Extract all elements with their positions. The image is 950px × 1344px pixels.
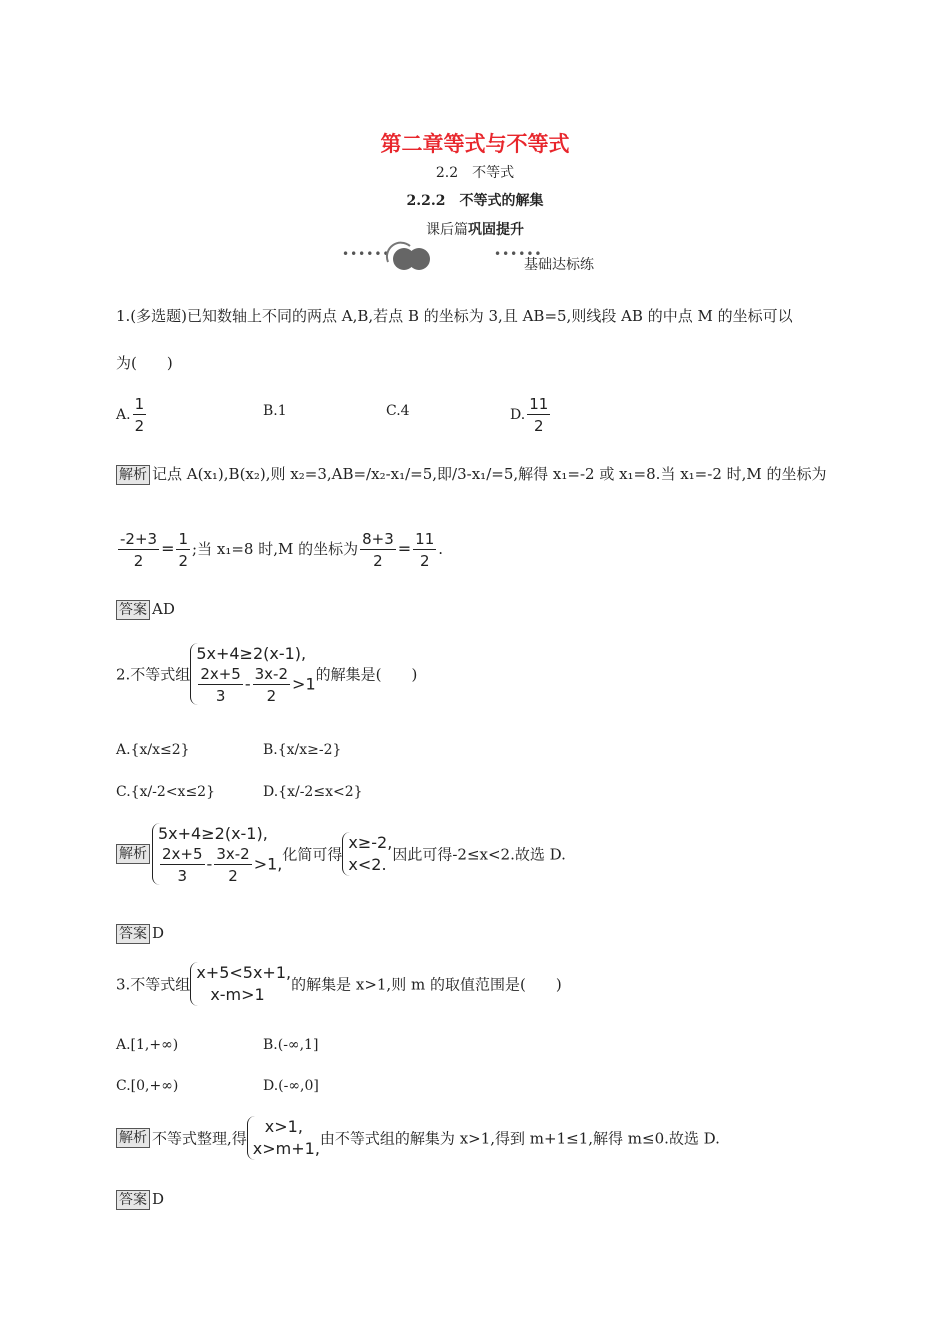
analysis-text: 化简可得: [282, 845, 343, 864]
q2-analysis-system: [152, 823, 282, 885]
fraction-numerator: 1: [178, 530, 189, 548]
system-line: 5x+4≥2(x-1),: [196, 644, 307, 663]
system-line: x<2.: [348, 855, 387, 874]
q1-analysis-line1: [116, 463, 827, 485]
option-label: D.: [510, 407, 526, 423]
fraction-denominator: 2: [134, 417, 145, 435]
system-line: 5x+4≥2(x-1),: [158, 824, 268, 843]
chapter-title: 第二章等式与不等式: [380, 131, 570, 156]
q1-option-b: B.1: [263, 403, 287, 419]
kehou-heading: [0, 219, 950, 239]
fraction-numerator: 3x-2: [216, 845, 250, 863]
q2-analysis: [116, 823, 566, 885]
system-line: [158, 845, 282, 885]
answer-value: D: [152, 1190, 165, 1208]
q3-stem: [116, 962, 562, 1006]
analysis-text: ;当 x₁=8 时,M 的坐标为: [192, 540, 359, 558]
analysis-tag: 解析: [116, 465, 150, 485]
q3-inequality-system: [190, 962, 291, 1006]
q3-option-a: A.[1,+∞): [116, 1037, 179, 1053]
subsection-heading: 2.2.2 不等式的解集: [406, 193, 544, 209]
section-heading: 2.2 不等式: [435, 165, 515, 181]
q3-analysis: [116, 1116, 720, 1160]
dots-right-decoration: ••••••: [494, 247, 543, 261]
q2-option-a: A.{x/x≤2}: [116, 742, 190, 758]
q3-label: 3.不等式组: [116, 975, 191, 994]
q3-option-c: C.[0,+∞): [116, 1078, 179, 1094]
q2-tail: 的解集是( ): [315, 665, 418, 684]
fraction-numerator: 1: [134, 395, 145, 413]
fraction-numerator: 11: [529, 395, 549, 413]
analysis-text: 记点 A(x₁),B(x₂),则 x₂=3,AB=/x₂-x₁/=5,即/3-x₁/=5,解得 x₁=-2 或 x₁=8.当 x₁=-2 时,M 的坐标为: [152, 465, 827, 483]
kehou-label: 课后篇: [426, 222, 468, 238]
fraction-denominator: 3: [177, 867, 188, 885]
q1-stem-line2: 为( ): [116, 354, 173, 372]
q3-simplified-system: [247, 1116, 320, 1160]
q3-tail: 的解集是 x>1,则 m 的取值范围是( ): [291, 975, 562, 994]
system-line: x+5<5x+1,: [196, 963, 292, 982]
minus-sign: -: [244, 674, 251, 694]
period: .: [438, 540, 444, 558]
system-line: [196, 665, 315, 705]
fraction-denominator: 2: [228, 867, 238, 885]
option-label: A.: [116, 407, 131, 423]
answer-value: D: [152, 924, 165, 942]
q3-option-b: B.(-∞,1]: [263, 1037, 319, 1053]
q2-inequality-system: [190, 643, 315, 705]
fraction-denominator: 2: [133, 552, 144, 570]
system-line: x>1,: [264, 1117, 303, 1136]
q3-option-d: D.(-∞,0]: [263, 1078, 319, 1094]
q1-option-a: [116, 395, 148, 435]
answer-value: AD: [152, 600, 175, 618]
kehou-bold-label: 巩固提升: [468, 222, 524, 238]
dots-left-decoration: ••••••: [342, 247, 391, 261]
fraction-denominator: 2: [178, 552, 189, 570]
fraction-denominator: 3: [215, 687, 226, 705]
fraction-numerator: -2+3: [120, 530, 158, 548]
analysis-text: 不等式整理,得: [152, 1129, 247, 1148]
practice-banner: [340, 240, 620, 272]
fraction-denominator: 2: [419, 552, 430, 570]
fraction-numerator: 3x-2: [254, 665, 289, 683]
q1-option-c: C.4: [386, 403, 410, 419]
equals-sign: =: [397, 539, 412, 558]
inequality-rhs: >1: [292, 674, 316, 694]
fraction-numerator: 8+3: [362, 530, 394, 548]
q1-answer: [116, 600, 175, 620]
analysis-text: 由不等式组的解集为 x>1,得到 m+1≤1,解得 m≤0.故选 D.: [319, 1129, 720, 1148]
q2-answer: [116, 924, 164, 944]
system-line: x≥-2,: [348, 833, 393, 852]
minus-sign: -: [206, 854, 213, 874]
fraction-numerator: 11: [415, 530, 435, 548]
q3-answer: [116, 1190, 164, 1210]
system-line: x-m>1: [210, 985, 265, 1004]
q2-option-c: C.{x/-2<x≤2}: [116, 784, 215, 800]
q1-stem-line1: 1.(多选题)已知数轴上不同的两点 A,B,若点 B 的坐标为 3,且 AB=5,则线段 AB 的中点 M 的坐标可以: [116, 307, 793, 325]
q2-option-b: B.{x/x≥-2}: [263, 742, 342, 758]
fraction-numerator: 2x+5: [200, 665, 241, 683]
analysis-tag: 解析: [116, 1128, 150, 1148]
q2-simplified-system: [342, 832, 392, 876]
inequality-rhs: >1,: [253, 854, 283, 874]
equals-sign: =: [161, 539, 175, 558]
q2-stem: [116, 643, 417, 705]
q1-option-d: [510, 395, 552, 435]
analysis-tag: 解析: [116, 844, 150, 864]
fraction-denominator: 2: [373, 552, 383, 570]
system-line: x>m+1,: [252, 1139, 320, 1158]
fraction-denominator: 2: [533, 417, 544, 435]
fraction-numerator: 2x+5: [162, 845, 203, 863]
practice-label: 基础达标练: [524, 257, 594, 273]
q2-label: 2.不等式组: [116, 665, 191, 684]
circles-icon: [380, 240, 436, 272]
fraction-denominator: 2: [266, 687, 277, 705]
answer-tag: 答案: [116, 600, 150, 620]
q1-analysis-line2: [116, 530, 443, 570]
answer-tag: 答案: [116, 1190, 150, 1210]
analysis-text: 因此可得-2≤x<2.故选 D.: [392, 845, 566, 864]
q2-option-d: D.{x/-2≤x<2}: [263, 784, 363, 800]
answer-tag: 答案: [116, 924, 150, 944]
